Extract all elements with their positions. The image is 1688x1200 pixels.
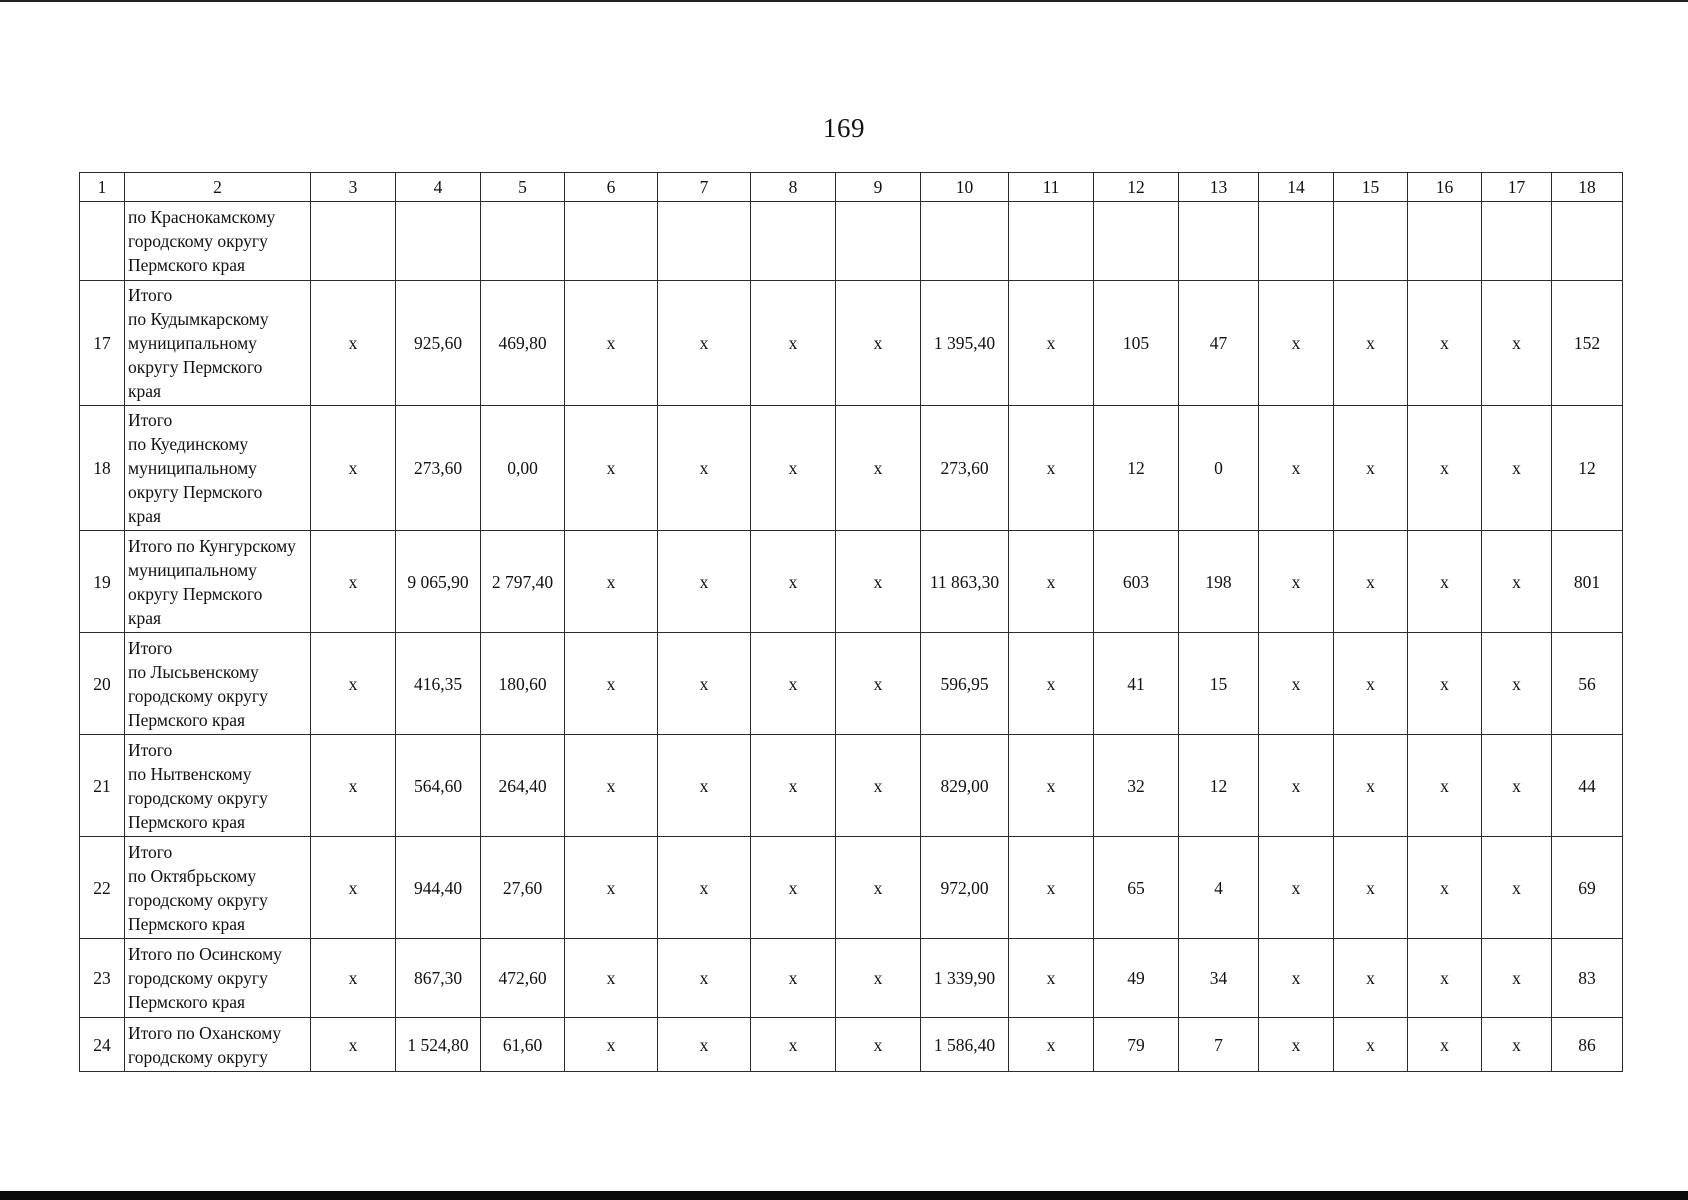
value-cell: 79 [1094, 1018, 1179, 1072]
header-cell: 1 [80, 173, 125, 202]
value-cell: x [311, 1018, 396, 1072]
value-cell: 801 [1552, 531, 1623, 633]
value-cell: x [565, 281, 658, 406]
value-cell: 105 [1094, 281, 1179, 406]
value-cell: 1 339,90 [921, 939, 1009, 1018]
row-number-cell: 24 [80, 1018, 125, 1072]
table-row [80, 939, 1623, 1018]
value-cell: x [1482, 531, 1552, 633]
value-cell [921, 202, 1009, 281]
value-cell: x [1408, 531, 1482, 633]
value-cell: x [658, 281, 751, 406]
header-cell: 18 [1552, 173, 1623, 202]
value-cell: x [311, 406, 396, 531]
municipality-name-cell: Итого по Оханскому городскому округу [125, 1018, 311, 1072]
value-cell: x [1009, 1018, 1094, 1072]
value-cell: 1 586,40 [921, 1018, 1009, 1072]
value-cell: 829,00 [921, 735, 1009, 837]
value-cell [1009, 202, 1094, 281]
scan-edge-top [0, 0, 1688, 2]
value-cell: x [751, 633, 836, 735]
value-cell: 596,95 [921, 633, 1009, 735]
value-cell: x [751, 837, 836, 939]
header-cell: 8 [751, 173, 836, 202]
value-cell: 61,60 [481, 1018, 565, 1072]
value-cell: x [1482, 735, 1552, 837]
value-cell: x [1334, 633, 1408, 735]
value-cell [1482, 202, 1552, 281]
value-cell: x [658, 633, 751, 735]
value-cell: x [1009, 633, 1094, 735]
value-cell: 7 [1179, 1018, 1259, 1072]
value-cell [1259, 202, 1334, 281]
value-cell: x [1009, 406, 1094, 531]
value-cell: 12 [1179, 735, 1259, 837]
municipality-name-cell: Итого по Куединскому муниципальному округу Пермского края [125, 406, 311, 531]
municipality-name-cell: Итого по Нытвенскому городскому округу Пермского края [125, 735, 311, 837]
value-cell: x [1259, 939, 1334, 1018]
value-cell: 15 [1179, 633, 1259, 735]
header-cell: 9 [836, 173, 921, 202]
table-row [80, 1018, 1623, 1072]
value-cell: 65 [1094, 837, 1179, 939]
value-cell: 44 [1552, 735, 1623, 837]
value-cell: x [565, 837, 658, 939]
value-cell: x [311, 837, 396, 939]
value-cell: 69 [1552, 837, 1623, 939]
value-cell: 264,40 [481, 735, 565, 837]
header-cell: 2 [125, 173, 311, 202]
value-cell [1094, 202, 1179, 281]
value-cell: 972,00 [921, 837, 1009, 939]
value-cell: x [658, 735, 751, 837]
value-cell: 944,40 [396, 837, 481, 939]
header-cell: 17 [1482, 173, 1552, 202]
value-cell [1334, 202, 1408, 281]
header-cell: 7 [658, 173, 751, 202]
value-cell: x [836, 531, 921, 633]
value-cell: x [1009, 735, 1094, 837]
value-cell: x [751, 281, 836, 406]
value-cell: x [1408, 837, 1482, 939]
table-row [80, 531, 1623, 633]
value-cell: 180,60 [481, 633, 565, 735]
value-cell: x [751, 939, 836, 1018]
value-cell: x [1408, 939, 1482, 1018]
value-cell: x [1408, 735, 1482, 837]
value-cell: x [311, 531, 396, 633]
header-cell: 14 [1259, 173, 1334, 202]
value-cell: x [836, 281, 921, 406]
value-cell: x [1334, 281, 1408, 406]
value-cell: 416,35 [396, 633, 481, 735]
value-cell: 198 [1179, 531, 1259, 633]
value-cell [1552, 202, 1623, 281]
municipality-name-cell: Итого по Кудымкарскому муниципальному округу Пермского края [125, 281, 311, 406]
row-number-cell: 19 [80, 531, 125, 633]
value-cell: 83 [1552, 939, 1623, 1018]
table-row [80, 837, 1623, 939]
value-cell: 12 [1094, 406, 1179, 531]
value-cell: x [1259, 1018, 1334, 1072]
header-cell: 16 [1408, 173, 1482, 202]
value-cell: 925,60 [396, 281, 481, 406]
value-cell: x [1408, 633, 1482, 735]
value-cell: x [1334, 531, 1408, 633]
value-cell [396, 202, 481, 281]
value-cell: x [1009, 531, 1094, 633]
value-cell: x [1482, 633, 1552, 735]
value-cell: x [1408, 1018, 1482, 1072]
header-cell: 11 [1009, 173, 1094, 202]
value-cell: x [1334, 735, 1408, 837]
value-cell: 1 395,40 [921, 281, 1009, 406]
value-cell: x [836, 735, 921, 837]
header-cell: 15 [1334, 173, 1408, 202]
row-number-cell: 23 [80, 939, 125, 1018]
value-cell: x [1482, 1018, 1552, 1072]
value-cell: x [1482, 406, 1552, 531]
value-cell [481, 202, 565, 281]
value-cell: x [311, 939, 396, 1018]
value-cell: x [751, 406, 836, 531]
value-cell [751, 202, 836, 281]
value-cell [836, 202, 921, 281]
table-header-row [80, 173, 1623, 202]
value-cell: x [565, 735, 658, 837]
municipality-name-cell: Итого по Кунгурскому муниципальному округу Пермского края [125, 531, 311, 633]
value-cell: 152 [1552, 281, 1623, 406]
value-cell: 273,60 [396, 406, 481, 531]
header-cell: 13 [1179, 173, 1259, 202]
value-cell: x [311, 735, 396, 837]
value-cell: x [311, 281, 396, 406]
table-row [80, 735, 1623, 837]
value-cell: 56 [1552, 633, 1623, 735]
header-cell: 4 [396, 173, 481, 202]
value-cell: 41 [1094, 633, 1179, 735]
page-number: 169 [823, 113, 865, 143]
value-cell: x [658, 837, 751, 939]
value-cell: 603 [1094, 531, 1179, 633]
table-row [80, 633, 1623, 735]
value-cell: x [751, 1018, 836, 1072]
value-cell: x [1334, 837, 1408, 939]
value-cell: 564,60 [396, 735, 481, 837]
value-cell: x [565, 1018, 658, 1072]
value-cell: x [1482, 281, 1552, 406]
value-cell: x [658, 939, 751, 1018]
header-cell: 5 [481, 173, 565, 202]
value-cell: x [311, 633, 396, 735]
value-cell: x [1259, 735, 1334, 837]
value-cell: x [751, 735, 836, 837]
row-number-cell: 21 [80, 735, 125, 837]
value-cell: 9 065,90 [396, 531, 481, 633]
value-cell: 867,30 [396, 939, 481, 1018]
municipality-name-cell: Итого по Октябрьскому городскому округу Пермского края [125, 837, 311, 939]
value-cell: 32 [1094, 735, 1179, 837]
municipality-name-cell: Итого по Осинскому городскому округу Пермского края [125, 939, 311, 1018]
value-cell: 2 797,40 [481, 531, 565, 633]
value-cell: 0,00 [481, 406, 565, 531]
value-cell: 4 [1179, 837, 1259, 939]
value-cell: x [1408, 281, 1482, 406]
header-cell: 10 [921, 173, 1009, 202]
header-cell: 12 [1094, 173, 1179, 202]
value-cell [1408, 202, 1482, 281]
value-cell: x [836, 406, 921, 531]
value-cell: x [1009, 281, 1094, 406]
scan-edge-bottom [0, 1191, 1688, 1200]
value-cell: 34 [1179, 939, 1259, 1018]
value-cell [565, 202, 658, 281]
value-cell: x [1259, 837, 1334, 939]
value-cell: x [1259, 281, 1334, 406]
value-cell: x [836, 1018, 921, 1072]
value-cell: x [565, 406, 658, 531]
value-cell: 49 [1094, 939, 1179, 1018]
value-cell [311, 202, 396, 281]
row-number-cell [80, 202, 125, 281]
value-cell: 1 524,80 [396, 1018, 481, 1072]
value-cell: 0 [1179, 406, 1259, 531]
value-cell: x [658, 531, 751, 633]
header-cell: 3 [311, 173, 396, 202]
value-cell: x [836, 837, 921, 939]
value-cell: x [1009, 837, 1094, 939]
row-number-cell: 20 [80, 633, 125, 735]
value-cell: x [1482, 837, 1552, 939]
value-cell: x [565, 939, 658, 1018]
value-cell: x [836, 633, 921, 735]
value-cell: x [1009, 939, 1094, 1018]
value-cell [1179, 202, 1259, 281]
value-cell: x [1334, 406, 1408, 531]
value-cell: 11 863,30 [921, 531, 1009, 633]
value-cell: x [1334, 1018, 1408, 1072]
value-cell: 27,60 [481, 837, 565, 939]
table-row [80, 281, 1623, 406]
value-cell: x [1408, 406, 1482, 531]
value-cell: x [1259, 633, 1334, 735]
value-cell: x [1334, 939, 1408, 1018]
table-row [80, 406, 1623, 531]
value-cell [658, 202, 751, 281]
value-cell: 86 [1552, 1018, 1623, 1072]
row-number-cell: 18 [80, 406, 125, 531]
row-number-cell: 17 [80, 281, 125, 406]
value-cell: x [751, 531, 836, 633]
value-cell: x [658, 406, 751, 531]
data-table [79, 172, 1623, 1072]
value-cell: 273,60 [921, 406, 1009, 531]
value-cell: x [1482, 939, 1552, 1018]
municipality-name-cell: Итого по Лысьвенскому городскому округу Пермского края [125, 633, 311, 735]
value-cell: x [565, 531, 658, 633]
value-cell: x [836, 939, 921, 1018]
value-cell: 469,80 [481, 281, 565, 406]
municipality-name-cell: по Краснокамскому городскому округу Пермского края [125, 202, 311, 281]
row-number-cell: 22 [80, 837, 125, 939]
value-cell: x [565, 633, 658, 735]
value-cell: x [1259, 531, 1334, 633]
value-cell: x [658, 1018, 751, 1072]
value-cell: 12 [1552, 406, 1623, 531]
value-cell: 472,60 [481, 939, 565, 1018]
table-row [80, 202, 1623, 281]
header-cell: 6 [565, 173, 658, 202]
value-cell: x [1259, 406, 1334, 531]
value-cell: 47 [1179, 281, 1259, 406]
